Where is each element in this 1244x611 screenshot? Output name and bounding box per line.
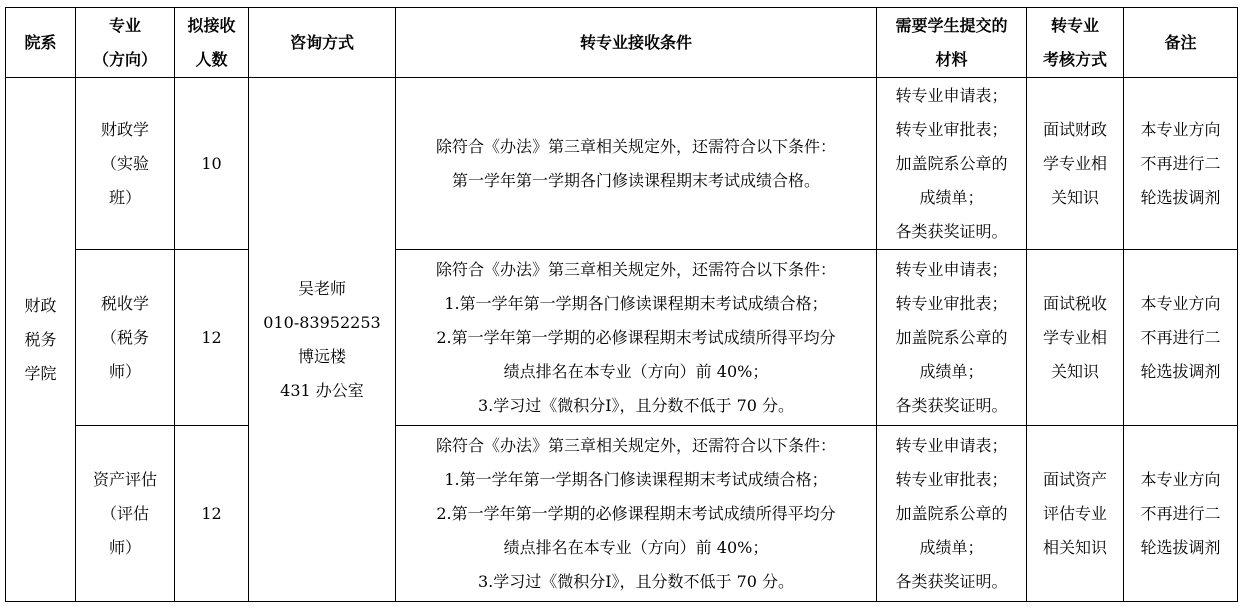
materials-cell: 转专业申请表； 转专业审批表； 加盖院系公章的 成绩单； 各类获奖证明。 xyxy=(877,78,1027,250)
remarks-cell: 本专业方向 不再进行二 轮选拔调剂 xyxy=(1124,250,1238,426)
table-row xyxy=(6,426,1238,602)
remarks-cell: 本专业方向 不再进行二 轮选拔调剂 xyxy=(1124,426,1238,602)
remarks-cell: 本专业方向 不再进行二 轮选拔调剂 xyxy=(1124,78,1238,250)
conditions-cell: 除符合《办法》第三章相关规定外，还需符合以下条件： 1.第一学年第一学期各门修读课程期末考试成绩合格； 2.第一学年第一学期的必修课程期末考试成绩所得平均分 绩点排名在本专业（方向）前 40%； 3.学习过《微积分Ⅰ》，且分数不低于 70 分。 xyxy=(396,250,877,426)
exam-cell: 面试税收 学专业相 关知识 xyxy=(1027,250,1124,426)
header-college: 院系 xyxy=(6,8,76,78)
header-row xyxy=(6,8,1238,78)
quota-cell: 12 xyxy=(175,250,249,426)
header-remarks: 备注 xyxy=(1124,8,1238,78)
quota-cell: 12 xyxy=(175,426,249,602)
conditions-cell: 除符合《办法》第三章相关规定外，还需符合以下条件： 第一学年第一学期各门修读课程期末考试成绩合格。 xyxy=(396,78,877,250)
major-cell: 资产评估 （评估 师） xyxy=(76,426,175,602)
major-cell: 财政学 （实验 班） xyxy=(76,78,175,250)
quota-cell: 10 xyxy=(175,78,249,250)
header-contact: 咨询方式 xyxy=(249,8,396,78)
header-materials: 需要学生提交的 材料 xyxy=(877,8,1027,78)
materials-cell: 转专业申请表； 转专业审批表； 加盖院系公章的 成绩单； 各类获奖证明。 xyxy=(877,250,1027,426)
header-conditions: 转专业接收条件 xyxy=(396,8,877,78)
college-cell: 财政 税务 学院 xyxy=(6,78,76,602)
exam-cell: 面试资产 评估专业 相关知识 xyxy=(1027,426,1124,602)
transfer-table xyxy=(5,7,1238,602)
header-exam: 转专业 考核方式 xyxy=(1027,8,1124,78)
exam-cell: 面试财政 学专业相 关知识 xyxy=(1027,78,1124,250)
contact-cell: 吴老师 010-83952253 博远楼 431 办公室 xyxy=(249,78,396,602)
table-row xyxy=(6,78,1238,250)
header-major: 专业 （方向） xyxy=(76,8,175,78)
table-row xyxy=(6,250,1238,426)
conditions-cell: 除符合《办法》第三章相关规定外，还需符合以下条件： 1.第一学年第一学期各门修读课程期末考试成绩合格； 2.第一学年第一学期的必修课程期末考试成绩所得平均分 绩点排名在本专业（方向）前 40%； 3.学习过《微积分Ⅰ》，且分数不低于 70 分。 xyxy=(396,426,877,602)
materials-cell: 转专业申请表； 转专业审批表； 加盖院系公章的 成绩单； 各类获奖证明。 xyxy=(877,426,1027,602)
major-cell: 税收学 （税务 师） xyxy=(76,250,175,426)
header-quota: 拟接收 人数 xyxy=(175,8,249,78)
